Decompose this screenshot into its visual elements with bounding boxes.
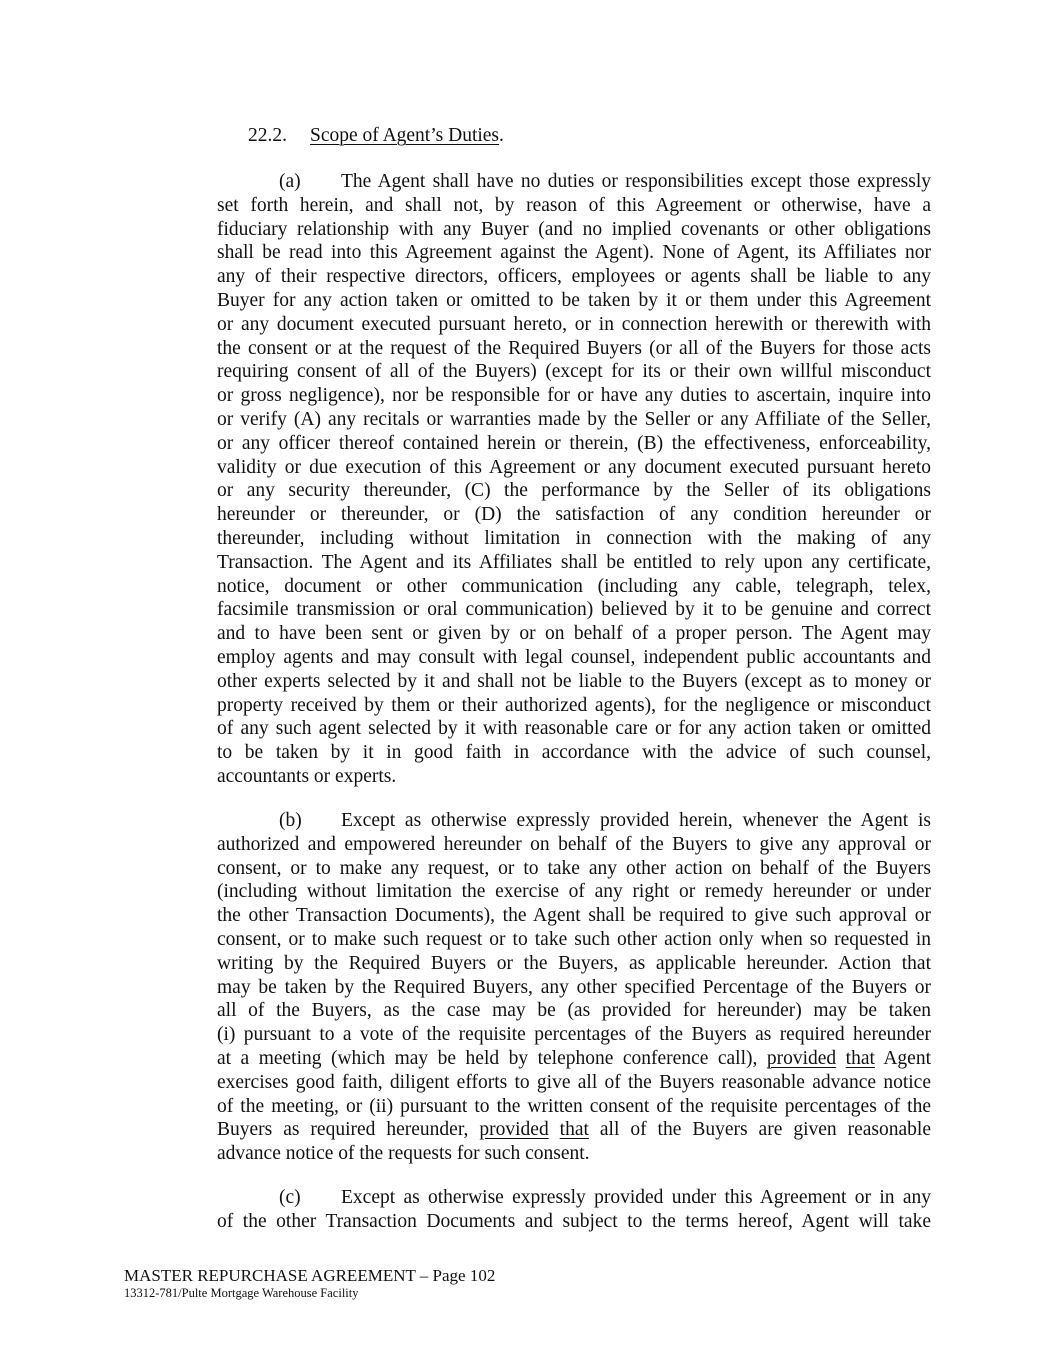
- paragraph-line: property received by them or their authorized agents), for the negligence or misconduct: [217, 694, 931, 716]
- paragraph-line: of the meeting, or (ii) pursuant to the written consent of the requisite percentages of the: [217, 1095, 931, 1117]
- paragraph-line: Buyer for any action taken or omitted to be taken by it or them under this Agreement: [217, 289, 931, 311]
- page-footer: [124, 1266, 495, 1301]
- paragraph-line: (c) Except as otherwise expressly provided under this Agreement or in any: [279, 1187, 931, 1208]
- paragraph-line: thereunder, including without limitation in connection with the making of any: [217, 527, 931, 549]
- paragraph-line: employ agents and may consult with legal counsel, independent public accountants and: [217, 646, 931, 668]
- paragraph-line: fiduciary relationship with any Buyer (and no implied covenants or other obligations: [217, 218, 931, 240]
- paragraph-line: consent, or to make such request or to take such other action only when so requested in: [217, 928, 931, 950]
- underlined-term: provided: [766, 1047, 837, 1069]
- paragraph-line: facsimile transmission or oral communication) believed by it to be genuine and correct: [217, 599, 931, 621]
- paragraph-line: (including without limitation the exercise of any right or remedy hereunder or under: [217, 881, 931, 903]
- section-title: Scope of Agent’s Duties: [310, 125, 500, 146]
- paragraph-line: or gross negligence), nor be responsible for or have any duties to ascertain, inquire into: [217, 385, 931, 407]
- paragraph-line: or any officer thereof contained herein or therein, (B) the effectiveness, enforceability,: [217, 432, 931, 454]
- paragraph-label: (a): [279, 171, 301, 192]
- paragraph-line: hereunder or thereunder, or (D) the satisfaction of any condition hereunder or: [217, 504, 931, 526]
- paragraph-line: at a meeting (which may be held by telephone conference call), provided that Agent: [217, 1047, 931, 1069]
- section-heading: [248, 124, 504, 148]
- paragraph-label: (c): [279, 1187, 301, 1208]
- paragraph-line: (i) pursuant to a vote of the requisite percentages of the Buyers as required hereunder: [217, 1024, 931, 1046]
- paragraph-line: accountants or experts.: [217, 765, 397, 787]
- paragraph-line: and to have been sent or given by or on behalf of a proper person. The Agent may: [217, 623, 931, 645]
- paragraph-line: consent, or to make any request, or to take any other action on behalf of the Buyers: [217, 857, 931, 879]
- paragraph-line: of the other Transaction Documents and subject to the terms hereof, Agent will take: [217, 1210, 931, 1232]
- section-title-suffix: .: [499, 125, 504, 146]
- paragraph-line: any of their respective directors, officers, employees or agents shall be liable to any: [217, 266, 931, 288]
- paragraph-line: to be taken by it in good faith in accordance with the advice of such counsel,: [217, 742, 931, 764]
- paragraph-line: or any security thereunder, (C) the performance by the Seller of its obligations: [217, 480, 931, 502]
- paragraph-line: validity or due execution of this Agreement or any document executed pursuant hereto: [217, 456, 931, 478]
- paragraph-line: advance notice of the requests for such consent.: [217, 1143, 590, 1165]
- paragraph-line: notice, document or other communication (including any cable, telegraph, telex,: [217, 575, 931, 597]
- paragraph-a: [217, 170, 931, 789]
- footer-reference: 13312-781/Pulte Mortgage Warehouse Facility: [124, 1286, 359, 1300]
- underlined-term: that: [559, 1119, 589, 1141]
- paragraph-line: writing by the Required Buyers or the Buyers, as applicable hereunder. Action that: [217, 952, 931, 974]
- paragraph-label: (b): [279, 810, 302, 831]
- paragraph-line: of any such agent selected by it with reasonable care or for any action taken or omitted: [217, 718, 931, 740]
- section-number: 22.2.: [248, 125, 287, 146]
- paragraph-line: requiring consent of all of the Buyers) (except for its or their own willful misconduct: [217, 361, 931, 383]
- paragraph-line: all of the Buyers, as the case may be (as provided for hereunder) may be taken: [217, 1000, 931, 1022]
- paragraph-line: or any document executed pursuant hereto, or in connection herewith or therewith with: [217, 313, 931, 335]
- paragraph-b: [217, 809, 931, 1166]
- paragraph-line: shall be read into this Agreement against the Agent). None of Agent, its Affiliates nor: [217, 242, 931, 264]
- underlined-term: provided: [479, 1119, 549, 1141]
- paragraph-line: (a) The Agent shall have no duties or responsibilities except those expressly: [279, 171, 931, 192]
- paragraph-line: Buyers as required hereunder, provided that all of the Buyers are given reasonable: [217, 1119, 931, 1141]
- paragraph-line: Transaction. The Agent and its Affiliates shall be entitled to rely upon any certificate,: [217, 551, 931, 573]
- paragraph-line: other experts selected by it and shall not be liable to the Buyers (except as to money or: [217, 670, 931, 692]
- paragraph-line: exercises good faith, diligent efforts to give all of the Buyers reasonable advance notice: [217, 1071, 931, 1093]
- paragraph-line: the other Transaction Documents), the Agent shall be required to give such approval or: [217, 905, 931, 927]
- paragraph-line: authorized and empowered hereunder on behalf of the Buyers to give any approval or: [217, 833, 931, 855]
- footer-title: MASTER REPURCHASE AGREEMENT – Page 102: [124, 1266, 496, 1285]
- paragraph-line: or verify (A) any recitals or warranties made by the Seller or any Affiliate of the Seller,: [217, 408, 931, 430]
- underlined-term: that: [845, 1047, 875, 1069]
- paragraph-line: may be taken by the Required Buyers, any other specified Percentage of the Buyers or: [217, 976, 931, 998]
- paragraph-c: [217, 1186, 931, 1234]
- paragraph-line: (b) Except as otherwise expressly provided herein, whenever the Agent is: [279, 810, 931, 831]
- paragraph-line: the consent or at the request of the Required Buyers (or all of the Buyers for those acts: [217, 337, 931, 359]
- paragraph-line: set forth herein, and shall not, by reason of this Agreement or otherwise, have a: [217, 194, 931, 216]
